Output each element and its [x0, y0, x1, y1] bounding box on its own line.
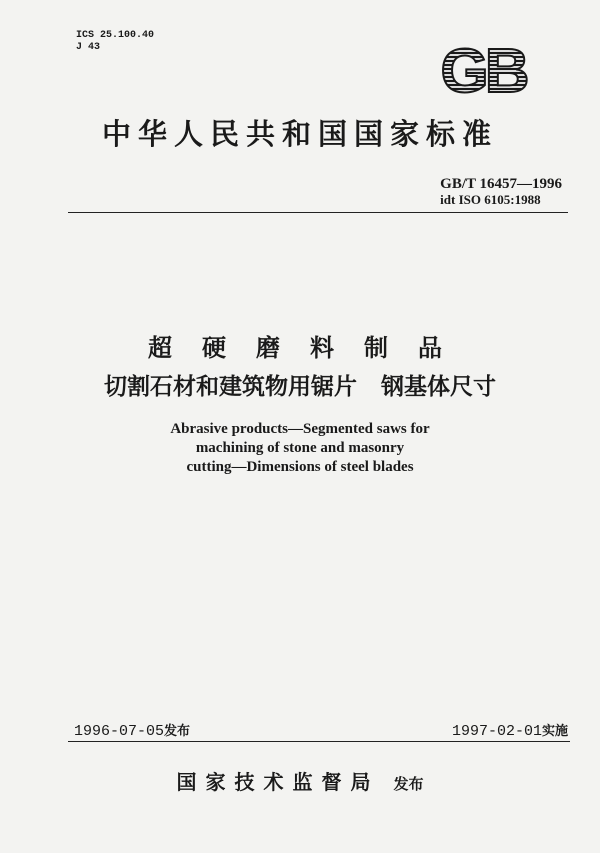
publisher-block — [0, 766, 600, 795]
gb-logo-icon — [428, 40, 538, 100]
issue-date: 1996-07-05 — [74, 723, 165, 740]
national-standard-title: 中华人民共和国国家标准 — [101, 117, 498, 151]
ccs-code: J 43 — [76, 42, 101, 53]
title-en-line3: cutting—Dimensions of steel blades — [186, 459, 414, 475]
classification-codes — [76, 30, 154, 54]
top-divider — [68, 212, 568, 213]
title-en-line2: machining of stone and masonry — [195, 440, 405, 456]
gb-logo-text: GB — [440, 40, 526, 100]
publisher-name: 国家技术监督局 — [176, 770, 380, 794]
title-en-line1: Abrasive products—Segmented saws for — [170, 421, 430, 437]
title-cn-line1: 超硬磨料制品 — [148, 334, 472, 362]
bottom-divider — [68, 741, 570, 742]
issue-date-block — [74, 720, 190, 740]
title-cn-line2: 切割石材和建筑物用锯片 钢基体尺寸 — [103, 374, 497, 400]
effective-date-block — [452, 720, 568, 740]
publisher-action: 发布 — [393, 775, 424, 793]
standard-code: GB/T 16457—1996 — [440, 176, 562, 192]
standard-number-block — [440, 176, 562, 208]
issue-label: 发布 — [164, 724, 191, 739]
title-en — [0, 420, 600, 477]
effective-date: 1997-02-01 — [451, 723, 542, 740]
effective-label: 实施 — [541, 724, 568, 739]
iso-adoption: idt ISO 6105:1988 — [440, 192, 541, 207]
ics-code: ICS 25.100.40 — [76, 30, 155, 41]
